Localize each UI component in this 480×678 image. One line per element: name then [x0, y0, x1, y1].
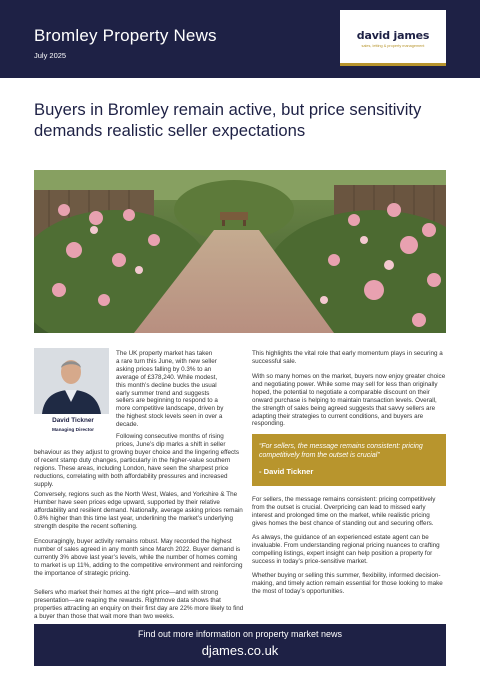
right-paragraph-4: As always, the guidance of an experienced estate agent can be invaluable. From understanding regional pricing nuances to crafting compelling listings, expert insight can help position a property for success in today’s price-sensitive market. — [252, 534, 440, 565]
paragraph-3: Conversely, regions such as the North West, Wales, and Yorkshire & The Humber have seen prices edge upward, supported by their relative affordability and resilient demand. Nationally, average asking prices remain 0.8% higher than this time last year, underlining the market’s underlying strength despite the recent softening. — [34, 491, 243, 530]
author-photo — [34, 348, 109, 414]
right-paragraph-5: Whether buying or selling this summer, flexibility, informed decision-making, and timely action remain essential for those looking to make the most of today’s opportunities. — [252, 572, 443, 595]
right-paragraph-1: This highlights the vital role that early momentum plays in securing a successful sale. — [252, 350, 443, 365]
header-banner — [0, 0, 480, 78]
footer-banner — [34, 624, 446, 666]
paragraph-2-rest: behaviour as they adjust to growing buyer choice and the lingering effects of recent stamp duty changes, particularly in the higher-value southern regions. These areas, including London, have seen the sharpest price reductions, correlating with both affordability pressures and increased supply. — [34, 449, 240, 488]
logo-name: david james — [356, 29, 430, 42]
author-role: Managing Director — [51, 428, 95, 433]
logo-tagline: sales, letting & property management — [361, 44, 425, 48]
pull-quote-author: - David Tickner — [259, 467, 314, 476]
newsletter-title: Bromley Property News — [34, 26, 217, 45]
footer-cta-text: Find out more information on property market news — [137, 629, 343, 639]
article-headline: Buyers in Bromley remain active, but price sensitivity demands realistic seller expectations — [34, 100, 422, 140]
company-logo[interactable] — [340, 10, 446, 66]
right-paragraph-3: For sellers, the message remains consistent: pricing competitively from the outset is crucial. Overpricing can lead to missed early interest and prolonged time on the market, while realistic pricing gives homes the best chance of standing out and securing offers. — [252, 496, 436, 527]
pull-quote — [252, 434, 446, 486]
footer-website-link[interactable]: djames.co.uk — [201, 643, 279, 658]
issue-date: July 2025 — [34, 51, 67, 60]
paragraph-1: The UK property market has taken a rare turn this June, with new seller asking prices falling by 0.3% to an average of £378,240. While modest, this month’s decline bucks the usual early summer trend and suggests sellers are beginning to respond to a more competitive landscape, driven by the highest stock levels seen in over a decade. — [116, 350, 224, 429]
garden-path-photo — [34, 170, 446, 333]
paragraph-2-start: Following consecutive months of rising prices, June’s dip marks a shift in seller — [116, 433, 226, 448]
pull-quote-text: “For sellers, the message remains consistent: pricing competitively from the outset is crucial” — [259, 443, 423, 459]
paragraph-5: Sellers who market their homes at the right price—and with strong presentation—are reaping the rewards. Rightmove data shows that properties attracting an enquiry on their first day are 22% more likely to find a buyer than those that wait more than two weeks. — [34, 589, 244, 620]
right-paragraph-2: With so many homes on the market, buyers now enjoy greater choice and negotiating power. While some may sell for less than originally hoped, the potential to negotiate a comparable discount on their onward purchase is helping to maintain transaction levels. Overall, the strength of sales being agreed suggests that savvy sellers are adapting their strategies to current conditions, and buyers are responding. — [252, 373, 446, 428]
paragraph-4: Encouragingly, buyer activity remains robust. May recorded the highest number of sales agreed in any month since March 2022. Buyer demand is currently 3% above last year’s levels, while the number of homes coming to market is up 11%, adding to the competitive environment and reinforcing the importance of strategic pricing. — [34, 538, 243, 577]
author-name: David Tickner — [52, 417, 94, 424]
